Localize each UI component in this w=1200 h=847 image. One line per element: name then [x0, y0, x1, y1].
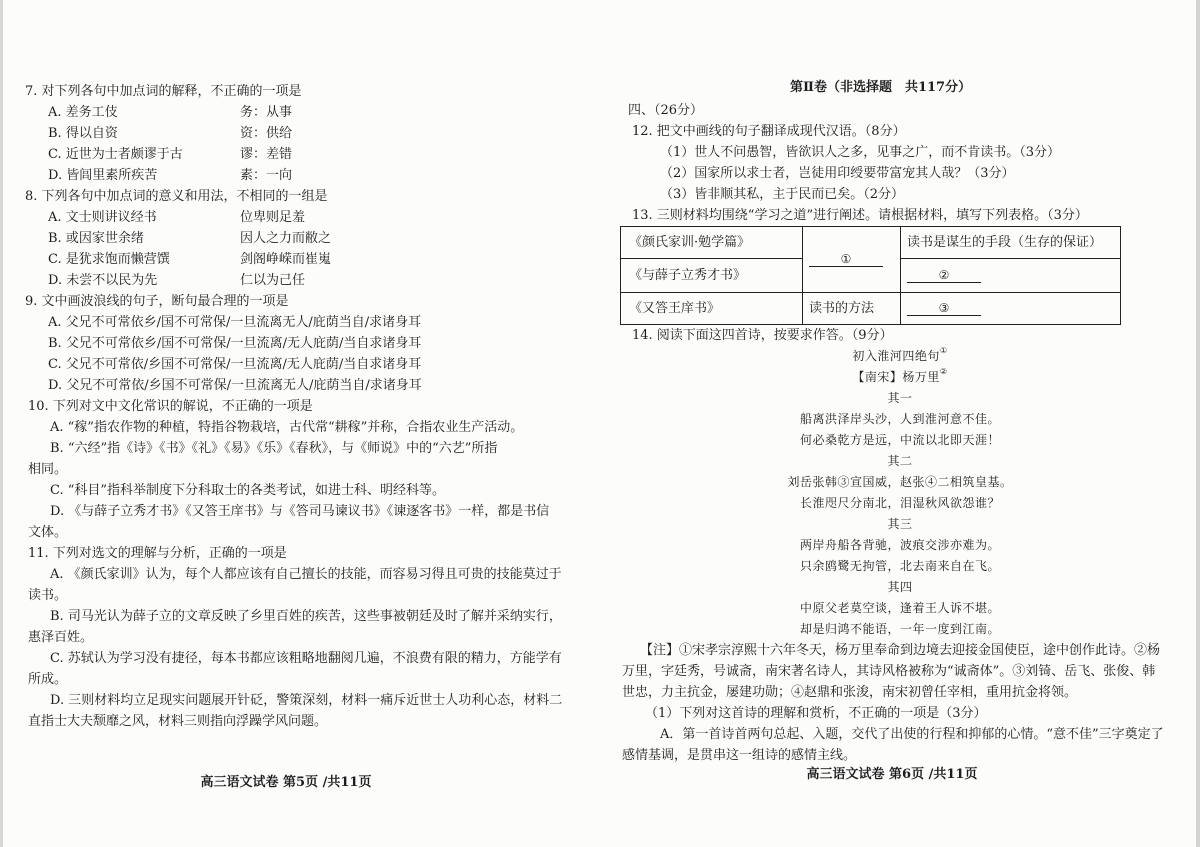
poem-line: 两岸舟船各背驰，波痕交涉亦难为。 — [799, 538, 1000, 552]
question-14-sub-1-option-a-continued: 感情基调，是贯串这一组诗的感情主线。 — [622, 748, 857, 763]
question-11-option-b: B. 司马光认为薛子立的文章反映了乡里百姓的疾苦，这些事被朝廷及时了解并采纳实行， — [50, 609, 562, 624]
poem-title-text: 初入淮河四绝句 — [852, 349, 940, 363]
question-14 — [620, 325, 1180, 766]
question-12-stem: 12. 把文中画线的句子翻译成现代汉语。（8分） — [632, 124, 906, 139]
part-two-title: 第Ⅱ卷（非选择题 共117分） — [790, 80, 972, 95]
option-gloss: 资：供给 — [240, 126, 293, 141]
question-12-item-3: （3）皆非顺其私，主于民而已矣。（2分） — [660, 187, 905, 202]
poem-author-text: 【南宋】杨万里 — [852, 370, 940, 384]
stanza-heading: 其三 — [887, 517, 913, 531]
question-10-stem: 10. 下列对文中文化常识的解说，不正确的一项是 — [28, 399, 313, 414]
question-8 — [25, 186, 590, 291]
page-footer: 高三语文试卷 第5页 /共11页 — [200, 775, 372, 790]
question-12 — [620, 121, 1180, 205]
table-cell-topic: 读书的方法 — [803, 293, 901, 325]
question-9-option-d: D. 父兄不可常依/乡国不可常保/一旦流离无人/庇荫当自/求诸身耳 — [48, 378, 422, 393]
question-13 — [620, 205, 1180, 325]
question-7-option-d — [25, 165, 590, 186]
option-sentence: B. 或因家世余绪 — [48, 231, 144, 246]
question-13-stem: 13. 三则材料均围绕“学习之道”进行阐述。请根据材料，填写下列表格。（3分） — [632, 208, 1088, 223]
answer-blank-2: ② — [907, 268, 981, 283]
question-11-option-d: D. 三则材料均立足现实问题展开针砭，警策深刻，材料一痛斥近世士人功利心态，材料二 — [50, 693, 563, 708]
exam-page-6 — [600, 0, 1200, 847]
question-7-option-a — [25, 102, 590, 123]
question-9-option-c: C. 父兄不可常依/乡国不可常保/一旦流离/无人庇荫/当自求诸身耳 — [48, 357, 422, 372]
option-sentence: B. 得以自资 — [48, 126, 118, 141]
question-9 — [25, 291, 590, 396]
note-line: 【注】①宋孝宗淳熙十六年冬天，杨万里奉命到边境去迎接金国使臣，途中创作此诗。②杨 — [640, 643, 1161, 658]
question-11-option-b-continued: 惠泽百姓。 — [28, 630, 94, 645]
poem-author — [620, 367, 1180, 388]
question-10-option-a: A. “稼”指农作物的种植，特指谷物栽培，古代常“耕稼”并称，合指农业生产活动。 — [50, 420, 524, 435]
footnote-marker: ① — [939, 346, 948, 355]
question-9-option-a: A. 父兄不可常依乡/国不可常保/一旦流离无人/庇荫当自/求诸身耳 — [48, 315, 422, 330]
table-cell-point: 读书是谋生的手段（生存的保证） — [901, 227, 1121, 259]
question-8-option-c — [25, 249, 590, 270]
page-footer: 高三语文试卷 第6页 /共11页 — [806, 767, 978, 782]
question-11-option-c: C. 苏轼认为学习没有捷径，每本书都应该粗略地翻阅几遍，不浪费有限的精力，方能学有 — [50, 651, 562, 666]
question-10-option-c: C. “科目”指科举制度下分科取士的各类考试，如进士科、明经科等。 — [50, 483, 446, 498]
option-sentence: A. 文士则讲议经书 — [48, 210, 157, 225]
option-comparison: 位卑则足羞 — [240, 210, 306, 225]
left-page-content — [25, 81, 590, 732]
poem-line: 何必桑乾方是远，中流以北即天涯！ — [799, 433, 1000, 447]
question-7-option-b — [25, 123, 590, 144]
question-14-stem: 14. 阅读下面这四首诗，按要求作答。（9分） — [632, 328, 893, 343]
question-10 — [25, 396, 590, 543]
question-11-option-a-continued: 读书。 — [28, 588, 68, 603]
option-sentence: D. 未尝不以民为先 — [48, 273, 158, 288]
question-10-option-b-continued: 相同。 — [28, 462, 68, 477]
answer-blank-1: ① — [809, 252, 883, 267]
question-8-option-b — [25, 228, 590, 249]
table-cell-source: 《与薛子立秀才书》 — [621, 259, 803, 293]
poem-line: 中原父老莫空谈，逢着王人诉不堪。 — [799, 601, 1000, 615]
poem-line: 刘岳张韩③宣国威，赵张④二相筑皇基。 — [787, 475, 1013, 489]
option-comparison: 因人之力而敝之 — [240, 231, 332, 246]
note-line: 万里，字廷秀，号诚斋，南宋著名诗人，其诗风格被称为“诚斋体”。③刘锜、岳飞、张俊、韩 — [622, 664, 1156, 679]
table-cell-blank — [901, 259, 1121, 293]
option-sentence: C. 近世为士者颇谬于古 — [48, 147, 183, 162]
option-gloss: 素：一向 — [240, 168, 293, 183]
answer-table-row — [621, 227, 1121, 259]
option-sentence: C. 是犹求饱而懒营馔 — [48, 252, 170, 267]
stanza-heading: 其一 — [887, 391, 913, 405]
question-12-item-2: （2）国家所以求士者，岂徒用印绶要带富宠其人哉？（3分） — [660, 166, 1015, 181]
option-gloss: 谬：差错 — [240, 147, 293, 162]
option-gloss: 务：从事 — [240, 105, 293, 120]
question-7-stem: 7. 对下列各句中加点词的解释，不正确的一项是 — [25, 84, 302, 99]
poem-notes — [620, 640, 1180, 703]
question-11-option-a: A. 《颜氏家训》认为，每个人都应该有自己擅长的技能，而容易习得且可贵的技能莫过于 — [50, 567, 562, 582]
stanza-heading: 其二 — [887, 454, 913, 468]
option-sentence: A. 差务工伎 — [48, 105, 118, 120]
question-11-option-d-continued: 直指士大夫颓靡之风，材料三则指向浮躁学风问题。 — [28, 714, 328, 729]
poem-line: 只余鸥鹭无拘管，北去南来自在飞。 — [799, 559, 1000, 573]
table-cell-blank — [901, 293, 1121, 325]
poem-line: 船离洪泽岸头沙，人到淮河意不佳。 — [799, 412, 1000, 426]
question-8-option-d — [25, 270, 590, 291]
stanza-heading: 其四 — [887, 580, 913, 594]
question-10-option-b: B. “六经”指《诗》《书》《礼》《易》《乐》《春秋》，与《师说》中的“六艺”所指 — [50, 441, 498, 456]
table-cell-source: 《颜氏家训·勉学篇》 — [621, 227, 803, 259]
right-page-content — [620, 77, 1180, 766]
question-10-option-d: D. 《与薛子立秀才书》《又答王庠书》与《答司马谏议书》《谏逐客书》一样，都是书信 — [50, 504, 550, 519]
question-8-stem: 8. 下列各句中加点词的意义和用法，不相同的一组是 — [25, 189, 328, 204]
question-11-stem: 11. 下列对选文的理解与分析，正确的一项是 — [28, 546, 287, 561]
question-10-option-d-continued: 文体。 — [28, 525, 68, 540]
poem — [620, 346, 1180, 640]
poem-title — [620, 346, 1180, 367]
question-8-option-a — [25, 207, 590, 228]
section-four-heading: 四、（26分） — [628, 103, 704, 118]
question-11-option-c-continued: 所成。 — [28, 672, 68, 687]
question-7-option-c — [25, 144, 590, 165]
question-7 — [25, 81, 590, 186]
question-11 — [25, 543, 590, 732]
question-14-sub-1-stem: （1）下列对这首诗的理解和赏析，不正确的一项是（3分） — [645, 706, 987, 721]
option-comparison: 剑阁峥嵘而崔嵬 — [240, 252, 332, 267]
answer-table — [620, 226, 1121, 325]
answer-table-row — [621, 293, 1121, 325]
question-12-item-1: （1）世人不问愚智，皆欲识人之多，见事之广，而不肯读书。（3分） — [660, 145, 1061, 160]
question-9-option-b: B. 父兄不可常依乡/国不可常保/一旦流离/无人庇荫/当自求诸身耳 — [48, 336, 422, 351]
poem-line: 长淮咫尺分南北，泪湿秋风欲怨谁？ — [799, 496, 1000, 510]
question-14-sub-1-option-a: A．第一首诗首两句总起、入题，交代了出使的行程和抑郁的心情。“意不佳”三字奠定了 — [660, 727, 1164, 742]
table-cell-source: 《又答王庠书》 — [621, 293, 803, 325]
table-cell-blank — [803, 227, 901, 293]
option-comparison: 仁以为己任 — [240, 273, 306, 288]
footnote-marker: ② — [939, 367, 948, 376]
note-line: 世忠，力主抗金，屡建功勋；④赵鼎和张浚，南宋初曾任宰相，重用抗金将领。 — [622, 685, 1078, 700]
question-9-stem: 9. 文中画波浪线的句子，断句最合理的一项是 — [25, 294, 289, 309]
option-sentence: D. 皆闾里素所疾苦 — [48, 168, 158, 183]
answer-blank-3: ③ — [907, 301, 981, 316]
poem-line: 却是归鸿不能语，一年一度到江南。 — [799, 622, 1000, 636]
